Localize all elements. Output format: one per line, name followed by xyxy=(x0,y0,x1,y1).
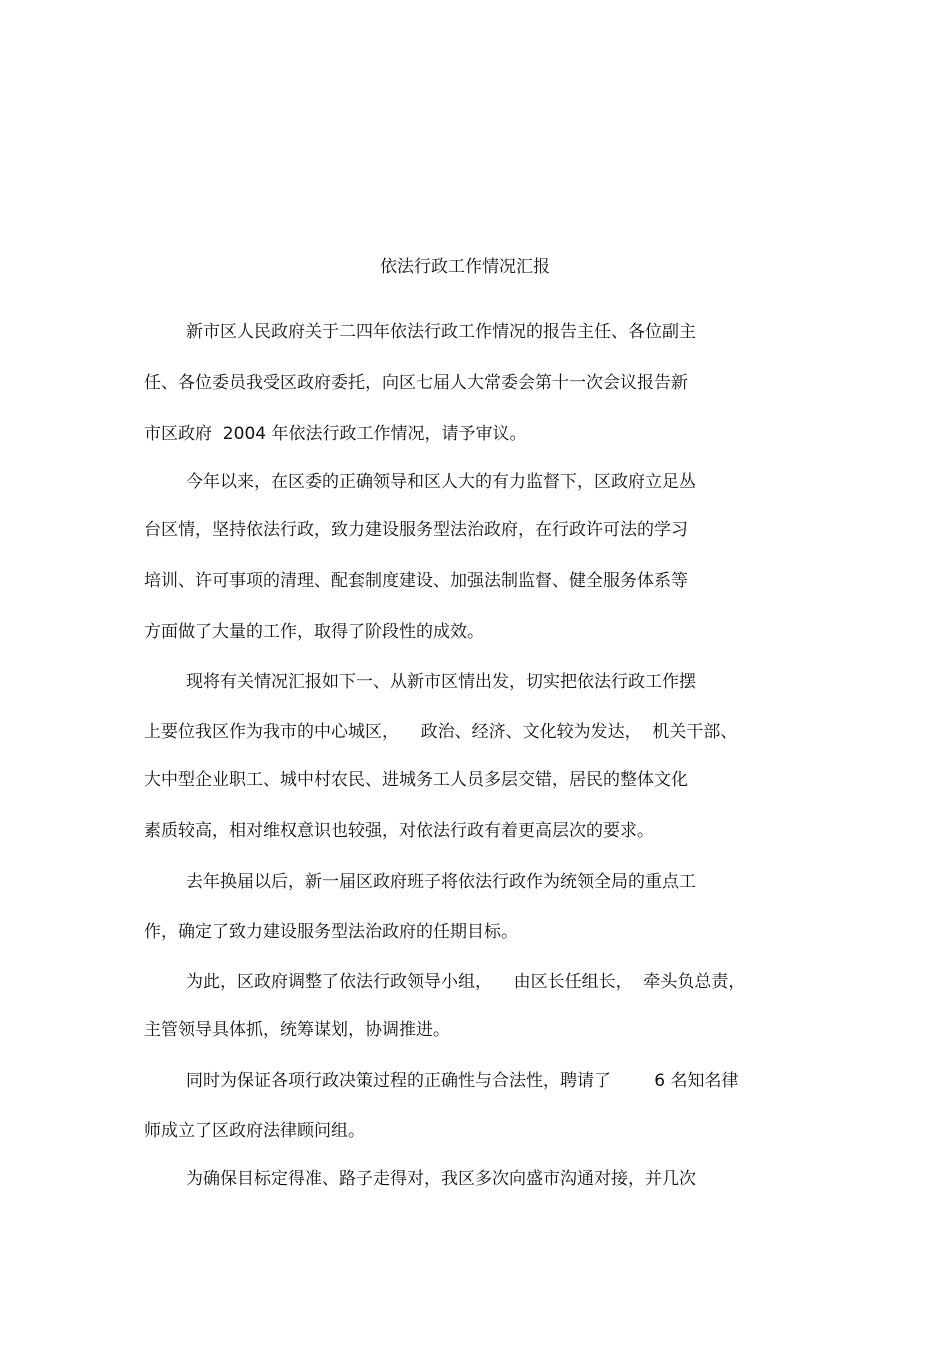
document-title: 依法行政工作情况汇报 xyxy=(380,257,550,277)
paragraph-line: 今年以来，在区委的正确领导和区人大的有力监督下，区政府立足丛 xyxy=(186,472,696,492)
paragraph-line: 培训、许可事项的清理、配套制度建设、加强法制监督、健全服务体系等 xyxy=(144,571,688,591)
paragraph-line: 市区政府 2004 年依法行政工作情况，请予审议。 xyxy=(144,424,527,444)
paragraph-line: 师成立了区政府法律顾问组。 xyxy=(144,1121,365,1141)
paragraph-line: 大中型企业职工、城中村农民、进城务工人员多层交错，居民的整体文化 xyxy=(144,770,688,790)
paragraph-line: 为此，区政府调整了依法行政领导小组， 由区长任组长， 牵头负总责， xyxy=(186,972,746,992)
paragraph-line: 作，确定了致力建设服务型法治政府的任期目标。 xyxy=(144,922,518,942)
paragraph-line: 上要位我区作为我市的中心城区， 政治、经济、文化较为发达， 机关干部、 xyxy=(144,722,738,742)
paragraph-line: 为确保目标定得准、路子走得对，我区多次向盛市沟通对接，并几次 xyxy=(186,1169,696,1189)
paragraph-line: 同时为保证各项行政决策过程的正确性与合法性，聘请了 6 名知名律 xyxy=(186,1071,739,1091)
paragraph-line: 方面做了大量的工作，取得了阶段性的成效。 xyxy=(144,622,484,642)
paragraph-line: 新市区人民政府关于二四年依法行政工作情况的报告主任、各位副主 xyxy=(186,322,696,342)
paragraph-line: 现将有关情况汇报如下一、从新市区情出发，切实把依法行政工作摆 xyxy=(186,672,696,692)
paragraph-line: 去年换届以后，新一届区政府班子将依法行政作为统领全局的重点工 xyxy=(186,872,696,892)
paragraph-line: 台区情，坚持依法行政，致力建设服务型法治政府，在行政许可法的学习 xyxy=(144,520,688,540)
paragraph-line: 素质较高，相对维权意识也较强，对依法行政有着更高层次的要求。 xyxy=(144,821,654,841)
paragraph-line: 主管领导具体抓，统筹谋划，协调推进。 xyxy=(144,1020,450,1040)
paragraph-line: 任、各位委员我受区政府委托，向区七届人大常委会第十一次会议报告新 xyxy=(144,373,688,393)
